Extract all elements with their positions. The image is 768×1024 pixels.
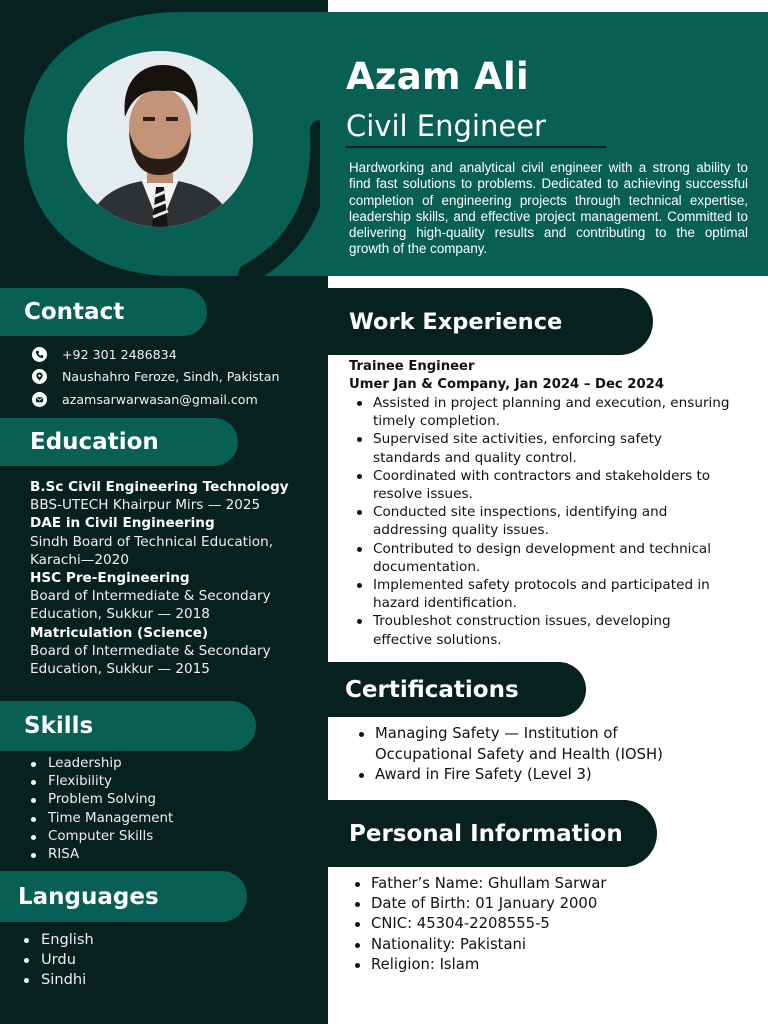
- profile-summary: Hardworking and analytical civil engineer with a strong ability to find fast solutions to problems. Dedicated to achieving successful completion of engineering projects through technical expertise, leadership skills, and effective project management. Committed to delivering high-quality results and contributing to the optimal growth of the company.: [349, 160, 748, 257]
- email-icon: [32, 392, 47, 407]
- work-bullet: Conducted site inspections, identifying and addressing quality issues.: [353, 503, 733, 539]
- education-entry: [30, 624, 315, 679]
- profile-photo: [67, 51, 253, 227]
- work-bullet: Coordinated with contractors and stakeholders to resolve issues.: [353, 467, 733, 503]
- certifications-list: [355, 724, 715, 786]
- personal-information-list: [351, 874, 741, 975]
- education-degree: B.Sc Civil Engineering Technology: [30, 479, 289, 495]
- education-degree: HSC Pre-Engineering: [30, 570, 190, 587]
- education-degree: DAE in Civil Engineering: [30, 515, 215, 532]
- skills-heading: [0, 701, 256, 751]
- contact-list: [32, 343, 279, 411]
- skill-item: Problem Solving: [31, 791, 173, 809]
- certification-item: Award in Fire Safety (Level 3): [355, 765, 715, 786]
- location-pin-icon: [32, 369, 47, 384]
- language-item: English: [24, 930, 94, 950]
- education-entry: [30, 478, 315, 514]
- skills-heading-label: Skills: [24, 713, 94, 739]
- languages-list: [24, 930, 94, 989]
- personal-info-item: CNIC: 45304-2208555-5: [351, 914, 741, 934]
- personal-info-item: Father’s Name: Ghullam Sarwar: [351, 874, 741, 894]
- personal-info-item: Religion: Islam: [351, 955, 741, 975]
- contact-phone-text: +92 301 2486834: [62, 346, 177, 362]
- personal-information-heading-label: Personal Information: [349, 820, 623, 847]
- languages-heading: [0, 871, 247, 922]
- skill-item: Flexibility: [31, 773, 173, 791]
- person-name: Azam Ali: [346, 55, 529, 98]
- contact-email: [32, 388, 279, 411]
- skills-list: [31, 755, 173, 864]
- personal-info-item: Date of Birth: 01 January 2000: [351, 894, 741, 914]
- education-details: Board of Intermediate & Secondary Education, Sukkur — 2015: [30, 642, 271, 678]
- contact-address: [32, 366, 279, 389]
- certification-item: Managing Safety — Institution of Occupational Safety and Health (IOSH): [355, 724, 715, 765]
- work-bullet: Implemented safety protocols and participated in hazard identification.: [353, 576, 733, 612]
- contact-heading-label: Contact: [24, 299, 125, 325]
- contact-heading: [0, 288, 207, 336]
- education-entry: [30, 514, 315, 569]
- education-list: [30, 478, 315, 678]
- contact-phone: [32, 343, 279, 366]
- phone-icon: [32, 347, 47, 362]
- languages-heading-label: Languages: [18, 883, 159, 910]
- work-experience-heading: [328, 288, 653, 355]
- skill-item: RISA: [31, 846, 173, 864]
- work-bullet: Contributed to design development and technical documentation.: [353, 540, 733, 576]
- job-role: Trainee Engineer: [349, 359, 475, 374]
- skill-item: Leadership: [31, 755, 173, 773]
- personal-info-item: Nationality: Pakistani: [351, 935, 741, 955]
- work-bullet: Assisted in project planning and execution, ensuring timely completion.: [353, 394, 733, 430]
- contact-email-text: azamsarwarwasan@gmail.com: [62, 391, 258, 407]
- skill-item: Time Management: [31, 810, 173, 828]
- education-heading-label: Education: [30, 429, 159, 455]
- job-company-dates: Umer Jan & Company, Jan 2024 – Dec 2024: [349, 377, 665, 393]
- work-bullet: Supervised site activities, enforcing safety standards and quality control.: [353, 430, 733, 466]
- language-item: Urdu: [24, 950, 94, 970]
- language-item: Sindhi: [24, 970, 94, 990]
- work-bullets: [353, 394, 733, 649]
- education-entry: [30, 569, 315, 624]
- job-title: Civil Engineer: [346, 109, 546, 143]
- contact-address-text: Naushahro Feroze, Sindh, Pakistan: [62, 369, 280, 385]
- education-heading: [0, 418, 238, 466]
- certifications-heading: [328, 662, 586, 717]
- work-experience-heading-label: Work Experience: [349, 308, 563, 335]
- skill-item: Computer Skills: [31, 828, 173, 846]
- education-degree: Matriculation (Science): [30, 624, 209, 641]
- job-header: [349, 358, 664, 394]
- certifications-heading-label: Certifications: [345, 676, 519, 703]
- education-details: Board of Intermediate & Secondary Education, Sukkur — 2018: [30, 588, 271, 623]
- personal-information-heading: [328, 800, 657, 867]
- education-details: Sindh Board of Technical Education, Karachi—2020: [30, 533, 274, 568]
- work-bullet: Troubleshot construction issues, developing effective solutions.: [353, 612, 733, 648]
- education-details: BBS-UTECH Khairpur Mirs — 2025: [30, 497, 261, 514]
- title-divider: [346, 146, 606, 148]
